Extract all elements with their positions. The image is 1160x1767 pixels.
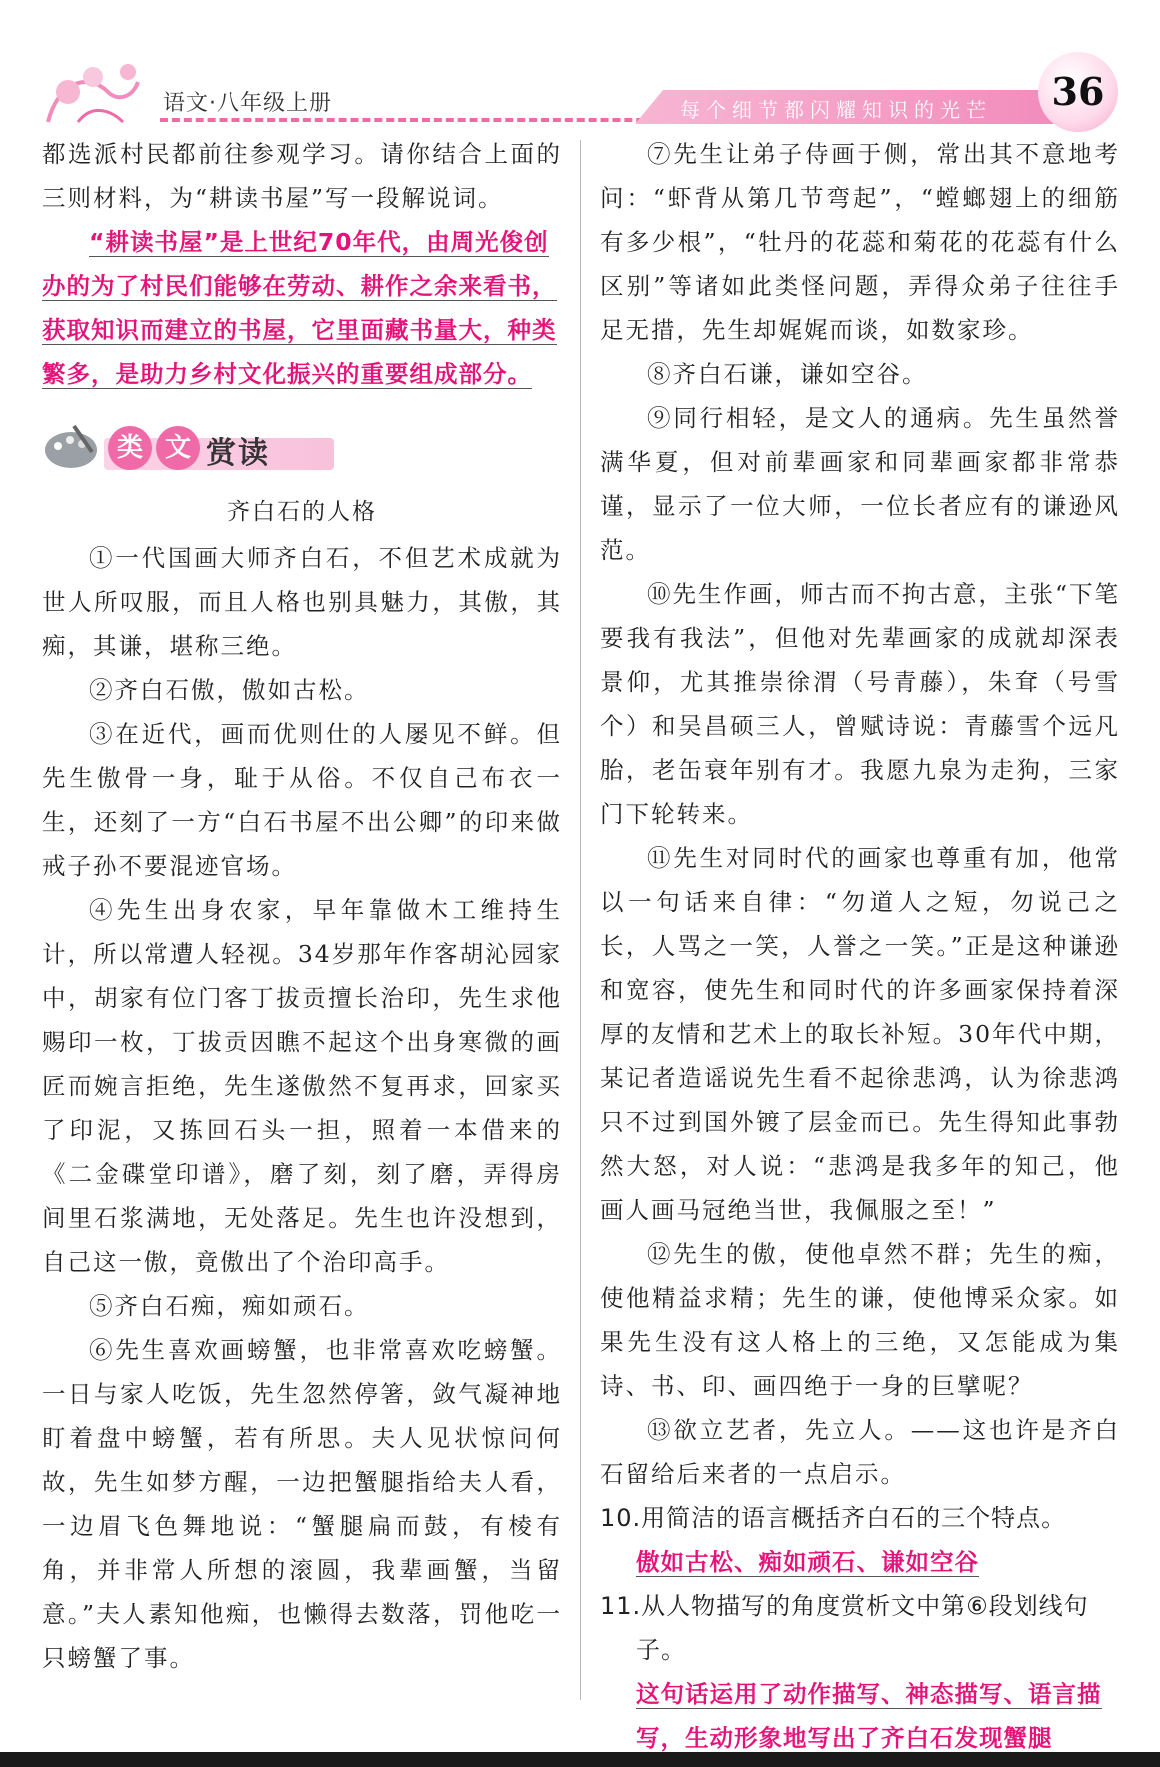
paragraph: ⑤齐白石痴，痴如顽石。 — [89, 1292, 370, 1320]
paragraph: ③在近代，画而优则仕的人屡见不鲜。但先生傲骨一身，耻于从俗。不仅自己布衣一生，还刻了一方“白石书屋不出公卿”的印来做戒子孙不要混迹官场。 — [42, 720, 562, 880]
header-slogan: 每个细节都闪耀知识的光芒 — [680, 98, 992, 122]
paragraph: ⑨同行相轻，是文人的通病。先生虽然誉满华夏，但对前辈画家和同辈画家都非常恭谨，显示了一位大师，一位长者应有的谦逊风范。 — [600, 404, 1120, 564]
paragraph: ②齐白石傲，傲如古松。 — [89, 676, 370, 704]
answer-11: 这句话运用了动作描写、神态描写、语言描写，生动形象地写出了齐白石发现蟹腿 — [636, 1680, 1102, 1752]
paragraph: ⑬欲立艺者，先立人。——这也许是齐白石留给后来者的一点启示。 — [600, 1416, 1120, 1488]
column-divider — [580, 140, 581, 1700]
floral-ornament-icon — [38, 52, 158, 132]
answer-10: 傲如古松、痴如顽石、谦如空谷 — [636, 1548, 979, 1576]
paragraph: ①一代国画大师齐白石，不但艺术成就为世人所叹服，而且人格也别具魅力，其傲，其痴，其谦，堪称三绝。 — [42, 544, 562, 660]
intro-text: 都选派村民都前往参观学习。请你结合上面的三则材料，为“耕读书屋”写一段解说词。 — [42, 140, 562, 212]
header-dashed-line — [160, 118, 680, 122]
book-title: 语文·八年级上册 — [163, 91, 332, 116]
page-number: 36 — [1038, 52, 1118, 132]
question-10: 10.用简洁的语言概括齐白石的三个特点。 — [600, 1504, 1067, 1532]
page-bottom-edge — [0, 1752, 1160, 1767]
question-11: 11.从人物描写的角度赏析文中第⑥段划线句子。 — [600, 1592, 1089, 1664]
section-char-2: 文 — [156, 426, 200, 470]
article-title: 齐白石的人格 — [227, 499, 377, 525]
section-char-1: 类 — [108, 426, 152, 470]
page-header — [0, 0, 1160, 140]
paragraph: ⑦先生让弟子侍画于侧，常出其不意地考问：“虾背从第几节弯起”，“螳螂翅上的细筋有多少根”，“牡丹的花蕊和菊花的花蕊有什么区别”等诸如此类怪问题，弄得众弟子往往手足无措，先生却娓娓而谈，如数家珍。 — [600, 140, 1120, 344]
paragraph: ⑫先生的傲，使他卓然不群；先生的痴，使他精益求精；先生的谦，使他博采众家。如果先生没有这人格上的三绝，又怎能成为集诗、书、印、画四绝于一身的巨擘呢？ — [600, 1240, 1120, 1400]
section-heading — [42, 414, 562, 484]
paragraph: ⑩先生作画，师古而不拘古意，主张“下笔要我有我法”，但他对先辈画家的成就却深表景仰，尤其推崇徐渭（号青藤），朱耷（号雪个）和吴昌硕三人，曾赋诗说：青藤雪个远凡胎，老缶衰年别有才。我愿九泉为走狗，三家门下轮转来。 — [600, 580, 1121, 828]
section-title: 赏读 — [206, 436, 270, 471]
paragraph: ⑥先生喜欢画螃蟹，也非常喜欢吃螃蟹。一日与家人吃饭，先生忽然停箸，敛气凝神地盯着盘中螃蟹，若有所思。夫人见状惊问何故，先生如梦方醒，一边把蟹腿指给夫人看，一边眉飞色舞地说：“蟹腿扁而鼓，有棱有角，并非常人所想的滚圆，我辈画蟹，当留意。”夫人素知他痴，也懒得去数落，罚他吃一只螃蟹了事。 — [42, 1336, 562, 1672]
right-column — [600, 132, 1120, 1760]
palette-icon — [42, 422, 100, 470]
intro-answer: “耕读书屋”是上世纪70年代，由周光俊创办的为了村民们能够在劳动、耕作之余来看书，获取知识而建立的书屋，它里面藏书量大，种类繁多，是助力乡村文化振兴的重要组成部分。 — [42, 228, 557, 388]
paragraph: ④先生出身农家，早年靠做木工维持生计，所以常遭人轻视。34岁那年作客胡沁园家中，胡家有位门客丁拔贡擅长治印，先生求他赐印一枚，丁拔贡因瞧不起这个出身寒微的画匠而婉言拒绝，先生遂傲然不复再求，回家买了印泥，又拣回石头一担，照着一本借来的《二金碟堂印谱》，磨了刻，刻了磨，弄得房间里石浆满地，无处落足。先生也许没想到，自己这一傲，竟傲出了个治印高手。 — [42, 896, 562, 1276]
paragraph: ⑪先生对同时代的画家也尊重有加，他常以一句话来自律：“勿道人之短，勿说己之长，人骂之一笑，人誉之一笑。”正是这种谦逊和宽容，使先生和同时代的许多画家保持着深厚的友情和艺术上的取长补短。30年代中期，某记者造谣说先生看不起徐悲鸿，认为徐悲鸿只不过到国外镀了层金而已。先生得知此事勃然大怒，对人说：“悲鸿是我多年的知己，他画人画马冠绝当世，我佩服之至！” — [600, 844, 1120, 1224]
left-column — [42, 132, 562, 1680]
paragraph: ⑧齐白石谦，谦如空谷。 — [647, 360, 928, 388]
